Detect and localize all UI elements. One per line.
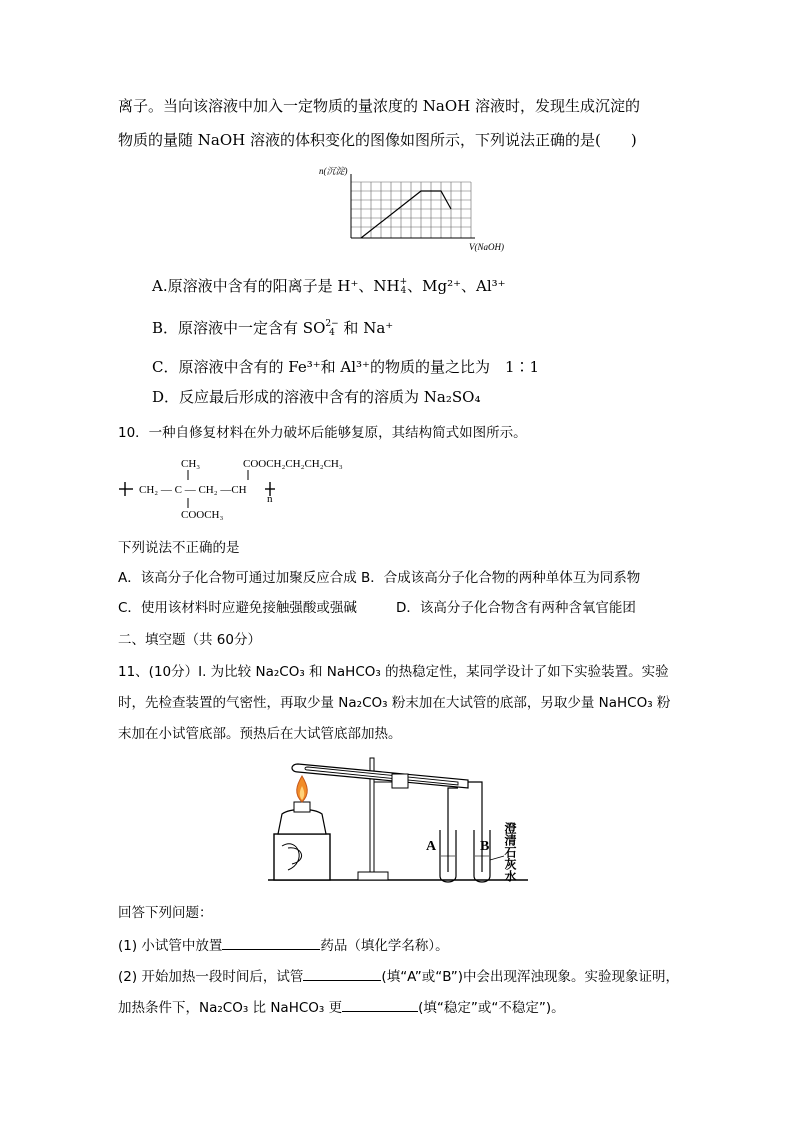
graph-x-label: V(NaOH)	[469, 242, 504, 252]
struct-top-methyl: CH₃	[181, 458, 201, 470]
option-a: A.原溶液中含有的阳离子是 H⁺、NH + 4 、Mg²⁺、Al³⁺	[152, 277, 506, 296]
precipitate-graph	[315, 160, 515, 260]
answer-blank-3[interactable]	[342, 997, 418, 1012]
graph-grid	[351, 182, 471, 238]
struct-main-chain: CH₂ — C — CH₂ —CH	[139, 484, 247, 496]
label-a: A	[426, 839, 437, 854]
lamp-base	[274, 834, 330, 880]
experiment-apparatus	[268, 752, 530, 890]
struct-bottom-ester: COOCH₃	[181, 509, 224, 521]
intro-line-2: 物质的量随 NaOH 溶液的体积变化的图像如图所示，下列说法正确的是( )	[118, 131, 637, 149]
section-title: 二、填空题（共 60分）	[118, 632, 261, 648]
q10-option-c: C．使用该材料时应避免接触强酸或强碱	[118, 600, 357, 616]
question-2-cont: 加热条件下，Na₂CO₃ 比 NaHCO₃ 更 (填“稳定”或“不稳定”)。	[118, 997, 565, 1018]
alcohol-lamp	[278, 810, 326, 835]
q10-stem: 10．一种自修复材料在外力破坏后能够复原，其结构简式如图所示。	[118, 425, 527, 441]
answer-prompt: 回答下列问题：	[118, 905, 213, 921]
limewater-label: 澄清石灰水	[503, 822, 517, 882]
q10-option-d: D．该高分子化合物含有两种含氧官能团	[396, 600, 636, 616]
struct-top-ester: COOCH₂CH₂CH₂CH₃	[243, 458, 343, 470]
structure-formula	[115, 452, 375, 524]
struct-n: n	[267, 493, 273, 505]
question-2: (2) 开始加热一段时间后，试管 (填“A”或“B”)中会出现浑浊现象。实验现象证明，	[118, 966, 679, 987]
q11-line-1: 11、(10分）I. 为比较 Na₂CO₃ 和 NaHCO₃ 的热稳定性，某同学设计了如下实验装置。实验	[118, 664, 669, 680]
graph-y-label: n(沉淀)	[319, 166, 348, 176]
intro-line-1: 离子。当向该溶液中加入一定物质的量浓度的 NaOH 溶液时，发现生成沉淀的	[118, 97, 640, 115]
q10-options-ab: A．该高分子化合物可通过加聚反应合成 B．合成该高分子化合物的两种单体互为同系物	[118, 570, 641, 586]
q11-line-3: 末加在小试管底部。预热后在大试管底部加热。	[118, 726, 402, 742]
answer-blank-1[interactable]	[222, 935, 320, 950]
question-1: (1) 小试管中放置 药品（填化学名称）。	[118, 935, 449, 956]
q10-prompt: 下列说法不正确的是	[118, 540, 240, 556]
option-d: D．反应最后形成的溶液中含有的溶质为 Na₂SO₄	[152, 388, 481, 406]
option-c: C．原溶液中含有的 Fe³⁺和 Al³⁺的物质的量之比为 1∶1	[152, 358, 540, 376]
label-b: B	[480, 839, 490, 854]
q11-line-2: 时，先检查装置的气密性，再取少量 Na₂CO₃ 粉末加在大试管的底部，另取少量 NaHCO₃ 粉	[118, 695, 671, 711]
answer-blank-2[interactable]	[303, 966, 381, 981]
graph-curve	[361, 191, 451, 238]
option-b: B．原溶液中一定含有 SO 2− 4 和 Na⁺	[152, 319, 394, 338]
